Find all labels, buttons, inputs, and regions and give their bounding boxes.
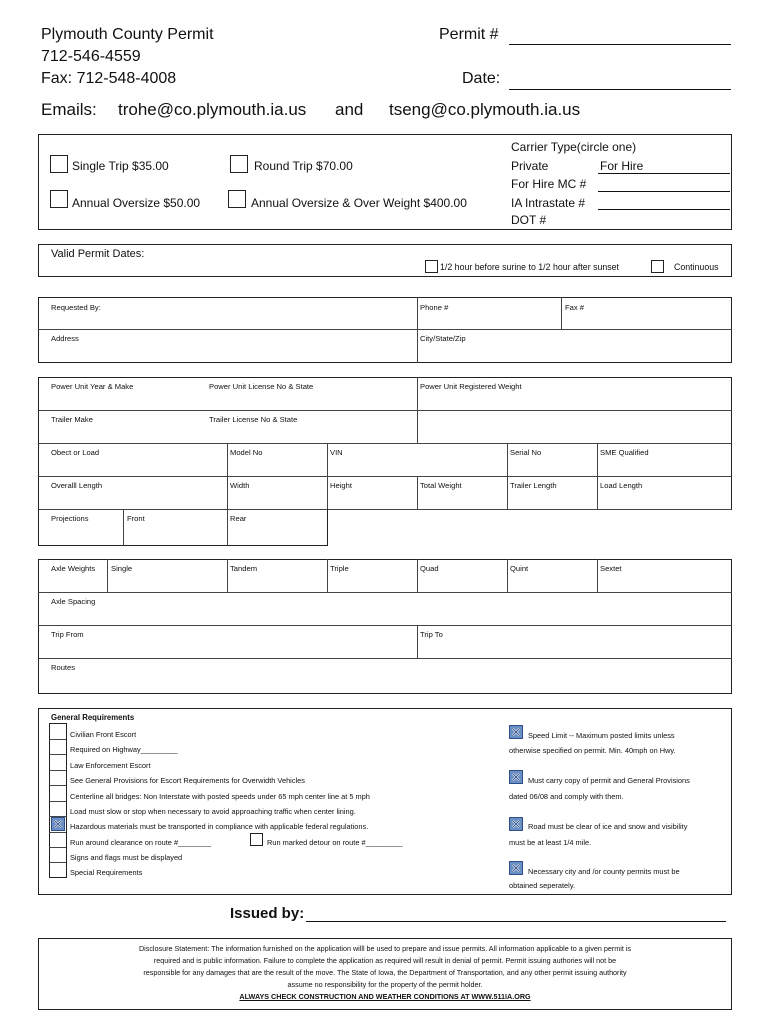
speed-limit-checked-icon[interactable] bbox=[509, 725, 523, 739]
axle-divider-2 bbox=[38, 625, 732, 626]
overall-length-label: Overalll Length bbox=[51, 481, 103, 490]
fax-col-divider bbox=[561, 297, 562, 329]
round-trip-checkbox[interactable] bbox=[230, 155, 248, 173]
email-1[interactable]: trohe@co.plymouth.ia.us bbox=[118, 100, 307, 119]
axle-sextet-label: Sextet bbox=[600, 564, 622, 573]
permit-number-label: Permit # bbox=[439, 26, 499, 43]
req-run-around: Run around clearance on route #________ bbox=[70, 838, 211, 847]
object-load-label: Obect or Load bbox=[51, 448, 100, 457]
carrier-private[interactable]: Private bbox=[511, 159, 549, 173]
date-field[interactable] bbox=[509, 89, 731, 90]
req-road-clear-1: Road must be clear of ice and snow and visibility bbox=[528, 822, 688, 831]
axle-trip-section bbox=[38, 559, 732, 694]
carry-permit-checked-icon[interactable] bbox=[509, 770, 523, 784]
req-sep-7 bbox=[49, 832, 66, 833]
req-carry-permit-2: dated 06/08 and comply with them. bbox=[509, 792, 624, 801]
req-special: Special Requirements bbox=[70, 868, 143, 877]
vehicle-col-227 bbox=[227, 443, 228, 546]
vehicle-col-417-b bbox=[417, 476, 418, 509]
county-title: Plymouth County Permit bbox=[41, 26, 214, 43]
req-sep-4 bbox=[49, 785, 66, 786]
carrier-type-title: Carrier Type(circle one) bbox=[511, 140, 637, 154]
round-trip-label: Round Trip $70.00 bbox=[254, 159, 353, 173]
continuous-checkbox[interactable] bbox=[651, 260, 664, 273]
half-hour-checkbox[interactable] bbox=[425, 260, 438, 273]
axle-single-label: Single bbox=[111, 564, 133, 573]
disclosure-line-1: Disclosure Statement: The information furnished on the application willl be used to prepare and issue permits. All information applicable to a given permit is bbox=[138, 944, 632, 953]
email-and: and bbox=[335, 100, 364, 119]
req-centerline: Centerline all bridges: Non Interstate with posted speeds under 65 mph center line at 5 mph bbox=[70, 792, 370, 801]
model-no-label: Model No bbox=[230, 448, 263, 457]
total-weight-label: Total Weight bbox=[420, 481, 462, 490]
axle-col-107 bbox=[107, 559, 108, 592]
axle-divider-3 bbox=[38, 658, 732, 659]
req-sep-1 bbox=[49, 739, 66, 740]
city-state-zip-label: City/State/Zip bbox=[420, 334, 466, 343]
axle-quad-label: Quad bbox=[420, 564, 439, 573]
axle-spacing-label: Axle Spacing bbox=[51, 597, 96, 606]
phone-number: 712-546-4559 bbox=[41, 48, 141, 65]
pu-weight-label: Power Unit Registered Weight bbox=[420, 382, 522, 391]
disclosure-line-2: required and is public information. Failure to complete the application as required will result in denial of permit. Permit issuing authories will not be bbox=[153, 956, 617, 965]
axle-col-227 bbox=[227, 559, 228, 592]
req-civilian-escort: Civilian Front Escort bbox=[70, 730, 137, 739]
annual-overweight-label: Annual Oversize & Over Weight $400.00 bbox=[251, 196, 467, 210]
ia-intrastate-field[interactable] bbox=[598, 209, 730, 210]
serial-no-label: Serial No bbox=[510, 448, 542, 457]
for-hire-mc-field[interactable] bbox=[598, 191, 730, 192]
requirements-title: General Requirements bbox=[51, 713, 135, 722]
applicant-phone-label: Phone # bbox=[420, 303, 449, 312]
vin-label: VIN bbox=[330, 448, 343, 457]
projections-label: Projections bbox=[51, 514, 89, 523]
axle-quint-label: Quint bbox=[510, 564, 529, 573]
trailer-license-label: Trailer License No & State bbox=[209, 415, 298, 424]
vehicle-col-123 bbox=[123, 509, 124, 546]
requested-by-label: Requested By: bbox=[51, 303, 101, 312]
vehicle-row-divider-4 bbox=[38, 509, 732, 510]
for-hire-mc-label: For Hire MC # bbox=[511, 177, 587, 191]
fax-number: Fax: 712-548-4008 bbox=[41, 70, 177, 87]
req-signs-flags: Signs and flags must be displayed bbox=[70, 853, 183, 862]
trip-to-label: Trip To bbox=[420, 630, 443, 639]
req-speed-limit-1: Speed Limit -- Maximum posted limits unless bbox=[528, 731, 675, 740]
road-clear-checked-icon[interactable] bbox=[509, 817, 523, 831]
height-label: Height bbox=[330, 481, 352, 490]
req-box-bottom bbox=[49, 877, 66, 878]
req-law-enforcement: Law Enforcement Escort bbox=[70, 761, 151, 770]
vehicle-row-divider-2 bbox=[38, 443, 732, 444]
vehicle-col-597 bbox=[597, 443, 598, 509]
pu-license-label: Power Unit License No & State bbox=[209, 382, 314, 391]
req-hazmat: Hazardous materials must be transported in compliance with applicable federal regulations. bbox=[70, 822, 369, 831]
req-city-permits-2: obtained seperately. bbox=[509, 881, 576, 890]
single-trip-label: Single Trip $35.00 bbox=[72, 159, 169, 173]
annual-oversize-label: Annual Oversize $50.00 bbox=[72, 196, 201, 210]
annual-oversize-checkbox[interactable] bbox=[50, 190, 68, 208]
req-carry-permit-1: Must carry copy of permit and General Provisions bbox=[528, 776, 690, 785]
axle-col-597 bbox=[597, 559, 598, 592]
issued-by-label: Issued by: bbox=[230, 905, 305, 922]
front-label: Front bbox=[127, 514, 145, 523]
single-trip-checkbox[interactable] bbox=[50, 155, 68, 173]
run-marked-checkbox[interactable] bbox=[250, 833, 263, 846]
req-sep-9 bbox=[49, 862, 66, 863]
req-sep-8 bbox=[49, 847, 66, 848]
req-sep-5 bbox=[49, 801, 66, 802]
applicant-fax-label: Fax # bbox=[565, 303, 584, 312]
req-escort-provisions: See General Provisions for Escort Requirements for Overwidth Vehicles bbox=[70, 776, 305, 785]
city-permits-checked-icon[interactable] bbox=[509, 861, 523, 875]
vehicle-row-divider-3 bbox=[38, 476, 732, 477]
continuous-label: Continuous bbox=[674, 262, 719, 272]
axle-divider-1 bbox=[38, 592, 732, 593]
valid-dates-label: Valid Permit Dates: bbox=[51, 248, 145, 260]
ia-intrastate-label: IA Intrastate # bbox=[511, 196, 586, 210]
hazmat-checked-icon[interactable] bbox=[51, 817, 65, 831]
address-label: Address bbox=[51, 334, 79, 343]
req-speed-limit-2: otherwise specified on permit. Min. 40mph on Hwy. bbox=[509, 746, 676, 755]
dot-label: DOT # bbox=[511, 213, 547, 227]
req-box-right bbox=[66, 723, 67, 878]
carrier-for-hire[interactable]: For Hire bbox=[600, 159, 644, 173]
trip-from-label: Trip From bbox=[51, 630, 84, 639]
vehicle-col-327 bbox=[327, 443, 328, 509]
req-sep-2 bbox=[49, 754, 66, 755]
pu-year-make-label: Power Unit Year & Make bbox=[51, 382, 134, 391]
emails-label: Emails: bbox=[41, 100, 97, 119]
disclosure-weather-link[interactable]: ALWAYS CHECK CONSTRUCTION AND WEATHER CONDITIONS AT WWW.511IA.ORG bbox=[239, 992, 531, 1001]
vehicle-row-divider-1 bbox=[38, 410, 732, 411]
annual-overweight-checkbox[interactable] bbox=[228, 190, 246, 208]
width-label: Width bbox=[230, 481, 250, 490]
projections-right-border bbox=[327, 509, 328, 546]
email-2[interactable]: tseng@co.plymouth.ia.us bbox=[389, 100, 581, 119]
vehicle-col-507 bbox=[507, 443, 508, 509]
req-road-clear-2: must be at least 1/4 mile. bbox=[509, 838, 592, 847]
load-length-label: Load Length bbox=[600, 481, 643, 490]
req-city-permits-1: Necessary city and /or county permits must be bbox=[528, 867, 680, 876]
vehicle-bottom-border bbox=[38, 545, 328, 546]
axle-weights-label: Axle Weights bbox=[51, 564, 96, 573]
axle-col-507 bbox=[507, 559, 508, 592]
trip-col-417 bbox=[417, 625, 418, 658]
trailer-make-label: Trailer Make bbox=[51, 415, 93, 424]
disclosure-line-4: assume no responsibility for the property of the permit holder. bbox=[287, 980, 483, 989]
axle-col-327 bbox=[327, 559, 328, 592]
routes-label: Routes bbox=[51, 663, 76, 672]
axle-col-417 bbox=[417, 559, 418, 592]
rear-label: Rear bbox=[230, 514, 247, 523]
req-box-top bbox=[49, 723, 66, 724]
trailer-length-label: Trailer Length bbox=[510, 481, 557, 490]
half-hour-label: 1/2 hour before surine to 1/2 hour after sunset bbox=[440, 262, 619, 272]
vehicle-col-417-a bbox=[417, 377, 418, 443]
applicant-section bbox=[38, 297, 732, 363]
req-highway: Required on Highway_________ bbox=[70, 745, 178, 754]
req-sep-3 bbox=[49, 770, 66, 771]
date-label: Date: bbox=[462, 70, 501, 87]
permit-number-field[interactable] bbox=[509, 44, 731, 45]
for-hire-underline bbox=[598, 173, 730, 174]
disclosure-line-3: responsible for any damages that are the result of the move. The State of Iowa, the Department of Transportation, and any other permit issuing authority bbox=[143, 968, 627, 977]
req-run-marked: Run marked detour on route #_________ bbox=[267, 838, 403, 847]
applicant-divider bbox=[38, 329, 732, 330]
applicant-col-divider bbox=[417, 297, 418, 363]
issued-by-field[interactable] bbox=[306, 921, 726, 922]
axle-triple-label: Triple bbox=[330, 564, 349, 573]
axle-tandem-label: Tandem bbox=[230, 564, 258, 573]
req-slow-stop: Load must slow or stop when necessary to avoid approaching traffic when center lining. bbox=[70, 807, 356, 816]
sme-qualified-label: SME Qualified bbox=[600, 448, 649, 457]
